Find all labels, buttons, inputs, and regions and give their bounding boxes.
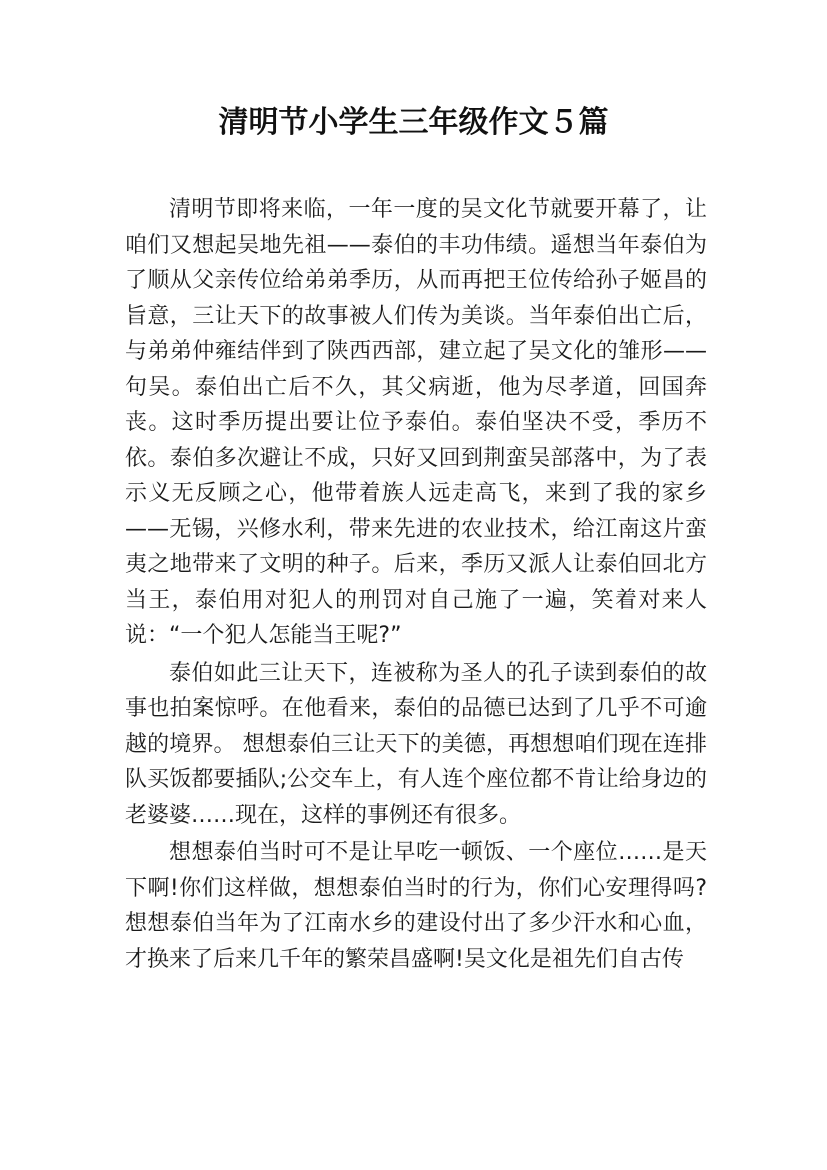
paragraph-2: 泰伯如此三让天下，连被称为圣人的孔子读到泰伯的故事也拍案惊呼。在他看来，泰伯的品德已达到了几乎不可逾越的境界。 想想泰伯三让天下的美德，再想想咱们现在连排队买饭都要插队;公交车上，有人连个座位都不肯让给身边的老婆婆……现在，这样的事例还有很多。 bbox=[125, 660, 707, 828]
document-body bbox=[125, 192, 707, 977]
document-title: 清明节小学生三年级作文５篇 bbox=[218, 105, 609, 140]
paragraph-3: 想想泰伯当时可不是让早吃一顿饭、一个座位……是天下啊!你们这样做，想想泰伯当时的行为，你们心安理得吗?想想泰伯当年为了江南水乡的建设付出了多少汗水和心血，才换来了后来几千年的繁荣昌盛啊!吴文化是祖先们自古传 bbox=[125, 840, 707, 972]
paragraph-1: 清明节即将来临，一年一度的吴文化节就要开幕了，让咱们又想起吴地先祖——泰伯的丰功伟绩。遥想当年泰伯为了顺从父亲传位给弟弟季历，从而再把王位传给孙子姬昌的旨意，三让天下的故事被人们传为美谈。当年泰伯出亡后，与弟弟仲雍结伴到了陕西西部，建立起了吴文化的雏形——句吴。泰伯出亡后不久，其父病逝，他为尽孝道，回国奔丧。这时季历提出要让位予泰伯。泰伯坚决不受，季历不依。泰伯多次避让不成，只好又回到荆蛮吴部落中，为了表示义无反顾之心，他带着族人远走高飞，来到了我的家乡——无锡，兴修水利，带来先进的农业技术，给江南这片蛮夷之地带来了文明的种子。后来，季历又派人让泰伯回北方当王，泰伯用对犯人的刑罚对自己施了一遍，笑着对来人说：“一个犯人怎能当王呢?” bbox=[125, 197, 707, 648]
